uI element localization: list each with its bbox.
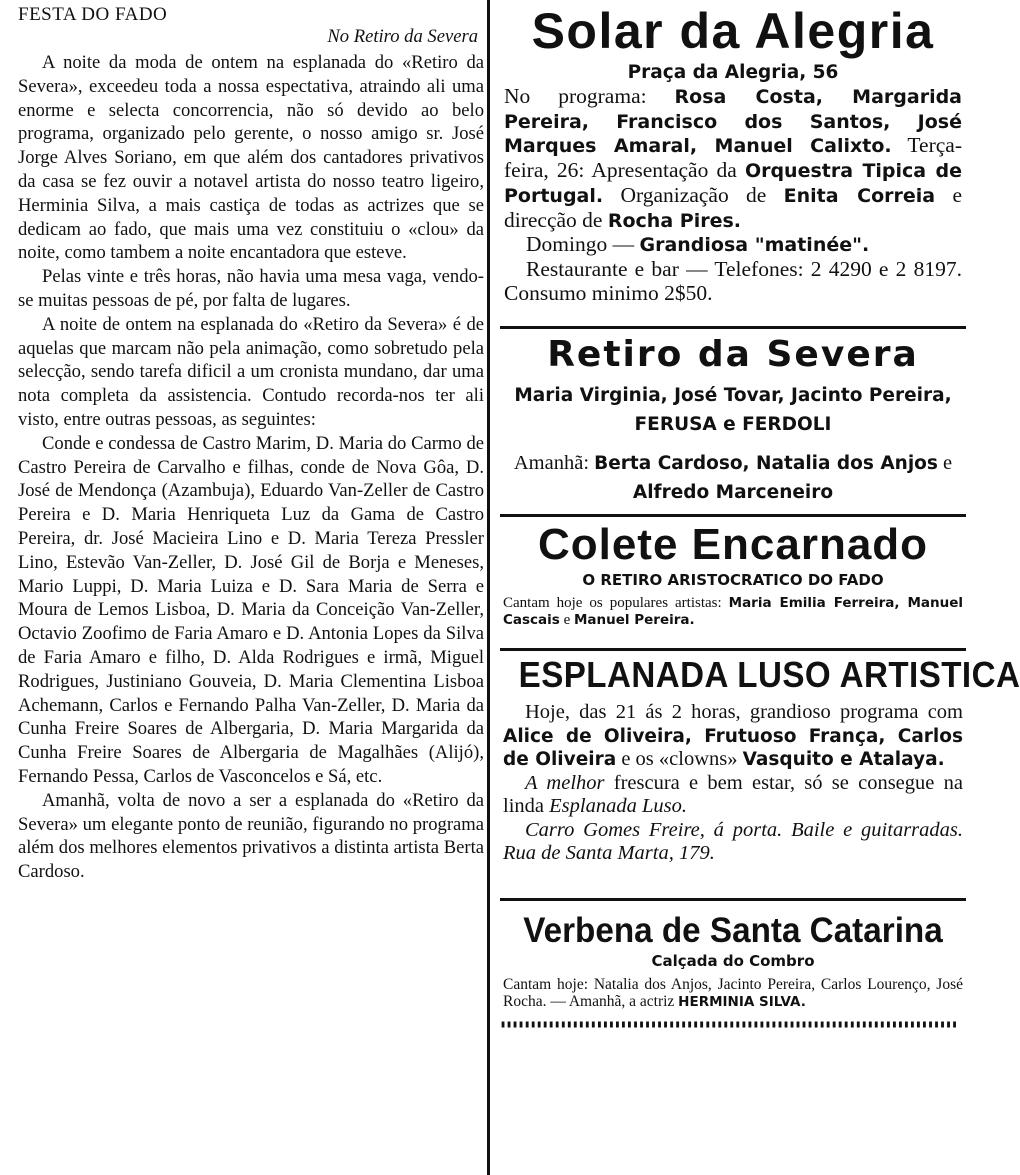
ad-title: Colete Encarnado xyxy=(537,520,929,569)
ad-names: Berta Cardoso, Natalia dos Anjos xyxy=(594,453,938,474)
ad-paragraph xyxy=(503,701,963,772)
article-column xyxy=(18,4,484,1172)
ad-names: Alice de Oliveira, Frutuoso França, Carlos de Oliveira xyxy=(503,725,963,770)
ad-text: Terça-feira, 26: Apresentação da xyxy=(504,133,962,183)
ad-paragraph xyxy=(503,819,963,866)
ad-solar-da-alegria xyxy=(500,3,966,329)
ad-esplanada-luso-artistica xyxy=(500,654,1020,901)
ad-colete-encarnado xyxy=(500,520,966,651)
ad-names: Rocha Pires. xyxy=(607,209,741,232)
ad-names: Vasquito e Atalaya. xyxy=(742,749,945,770)
ad-body xyxy=(500,381,966,439)
ad-verbena-de-santa-catarina xyxy=(500,913,966,1030)
ad-text: frescura e bem estar, só se consegue na linda xyxy=(503,771,963,817)
ad-text: Cantam hoje: Natalia dos Anjos, Jacinto Pereira, Carlos Lourenço, José Rocha. — Amanhã, a actriz xyxy=(503,976,963,1010)
ad-text: Restaurante e bar — Telefones: 2 4290 e 2 8197. Consumo minimo 2$50. xyxy=(504,256,962,305)
ad-address: Praça da Alegria, 56 xyxy=(627,62,839,83)
ad-body xyxy=(500,449,966,507)
ad-text: e os «clowns» xyxy=(616,748,743,770)
ad-text: e xyxy=(559,612,574,628)
ad-retiro-da-severa xyxy=(500,334,966,517)
ad-text: Domingo — xyxy=(526,232,640,257)
ad-names: Maria Virginia, José Tovar, Jacinto Pereira, FERUSA e FERDOLI xyxy=(514,385,952,435)
ad-text: e direcção de xyxy=(504,182,963,232)
ad-title: Retiro da Severa xyxy=(547,334,919,375)
ad-text: Cantam hoje os populares artistas: xyxy=(503,595,729,611)
ad-paragraph xyxy=(503,772,963,819)
article-heading: FESTA DO FADO xyxy=(18,4,168,25)
ad-names: Maria Emilia Ferreira, Manuel Cascais xyxy=(503,595,963,628)
ad-names: Rosa Costa, Margarida Pereira, Francisco dos Santos, José Marques Amaral, Manuel Calixto. xyxy=(504,86,962,158)
ad-names: Orquestra Tipica de Portugal. xyxy=(504,160,962,207)
ad-text: No programa: xyxy=(504,84,675,108)
ad-title: ESPLANADA LUSO ARTISTICA xyxy=(518,654,1020,695)
article-paragraph: Amanhã, volta de novo a ser a esplanada do «Retiro da Severa» um elegante ponto de reunião, figurando no programa além dos melhores elementos privativos a distinta artista Berta Cardoso. xyxy=(18,789,484,883)
ad-italic: Carro Gomes Freire, á porta. Baile e guitarradas. Rua de Santa Marta, 179. xyxy=(503,818,963,864)
article-paragraph: A noite da moda de ontem na esplanada do «Retiro da Severa», exceedeu toda a nossa espectativa, atraindo ali uma enorme e selecta concorrencia, não só devido ao belo programa, organizado pelo gerente, o nosso amigo sr. José Jorge Alves Soriano, em que além dos cantadores privativos da casa se fez ouvir a notavel artista do nosso teatro ligeiro, Herminia Silva, a mais castiça de todas as actrizes que se dedicam ao fado, que mais uma vez constituiu o «clou» da noite, como tambem a noite encantadora que esteve. xyxy=(18,52,484,264)
ad-body xyxy=(500,701,966,866)
article-paragraph: Pelas vinte e três horas, não havia uma mesa vaga, vendo-se muitas pessoas de pé, por falta de lugares. xyxy=(18,266,484,311)
ad-body xyxy=(500,85,966,305)
ad-title: Solar da Alegria xyxy=(531,3,935,59)
ad-italic: A melhor xyxy=(525,771,605,794)
ad-italic: Esplanada Luso. xyxy=(549,795,687,817)
article-paragraph: Conde e condessa de Castro Marim, D. Maria do Carmo de Castro Pereira de Carvalho e filhas, conde de Nova Gôa, D. José de Mendonça (Azambuja), Eduardo Van-Zeller de Castro Pereira e D. Maria Henriqueta Luz da Gama de Castro Pereira, dr. José Macieira Lino e D. Maria Tereza Pressler Lino, Estevão Van-Zeller, D. José Gil de Borja e Meneses, Mario Luppi, D. Maria Luiza e D. Sara Maria de Serra e Moura de Lemos Lisboa, D. Maria da Conceição Van-Zeller, Octavio Zoofimo de Faria Amaro e D. Antonia Lopes da Silva de Faria Amaro e filho, D. Alda Rodrigues e irmã, Miguel Rodrigues, Justiniano Gouveia, D. Maria Clementina Lisboa Achemann, Carlos e Fernando Palha Van-Zeller, D. Maria da Cunha Freire Soares de Albergaria, D. Maria Margarida da Cunha Freire Soares de Albergaria de Magalhães (Alijó), Fernando Pessa, Carlos de Vasconcelos e Sá, etc. xyxy=(18,432,484,787)
ad-text: Organização de xyxy=(603,182,784,207)
ad-text: Amanhã: xyxy=(513,452,595,474)
ad-names: Manuel Pereira. xyxy=(574,612,695,628)
decorative-border: ▮▮▮▮▮▮▮▮▮▮▮▮▮▮▮▮▮▮▮▮▮▮▮▮▮▮▮▮▮▮▮▮▮▮▮▮▮▮▮▮▮▮▮▮▮▮▮▮▮▮▮▮▮▮▮▮▮▮▮▮▮▮▮▮▮▮▮▮▮▮▮▮▮▮▮▮ xyxy=(500,1019,958,1030)
ad-names: Grandiosa "matinée". xyxy=(639,234,870,257)
ad-body xyxy=(500,976,966,1011)
ad-text: Hoje, das 21 ás 2 horas, grandioso programa com xyxy=(525,701,963,723)
ad-names: HERMINIA SILVA. xyxy=(678,994,806,1010)
ad-text: e xyxy=(937,452,953,474)
ad-names: Enita Correia xyxy=(783,184,936,207)
ad-body xyxy=(500,595,966,629)
ad-names: Alfredo Marceneiro xyxy=(632,482,834,503)
article-subheading: No Retiro da Severa xyxy=(327,26,478,47)
ad-title: Verbena de Santa Catarina xyxy=(523,911,943,950)
article-paragraph: A noite de ontem na esplanada do «Retiro da Severa» é de aquelas que marcam não pela animação, como sobretudo pela selecção, sendo tarefa dificil a um cronista mundano, dar uma nota completa da assistencia. Contudo recorda-nos ter ali visto, entre outras pessoas, as seguintes: xyxy=(18,313,484,430)
ad-subtitle: Calçada do Combro xyxy=(651,952,815,970)
column-rule xyxy=(487,0,490,1175)
ads-column xyxy=(500,0,1020,1175)
ad-subtitle: O RETIRO ARISTOCRATICO DO FADO xyxy=(582,571,884,589)
